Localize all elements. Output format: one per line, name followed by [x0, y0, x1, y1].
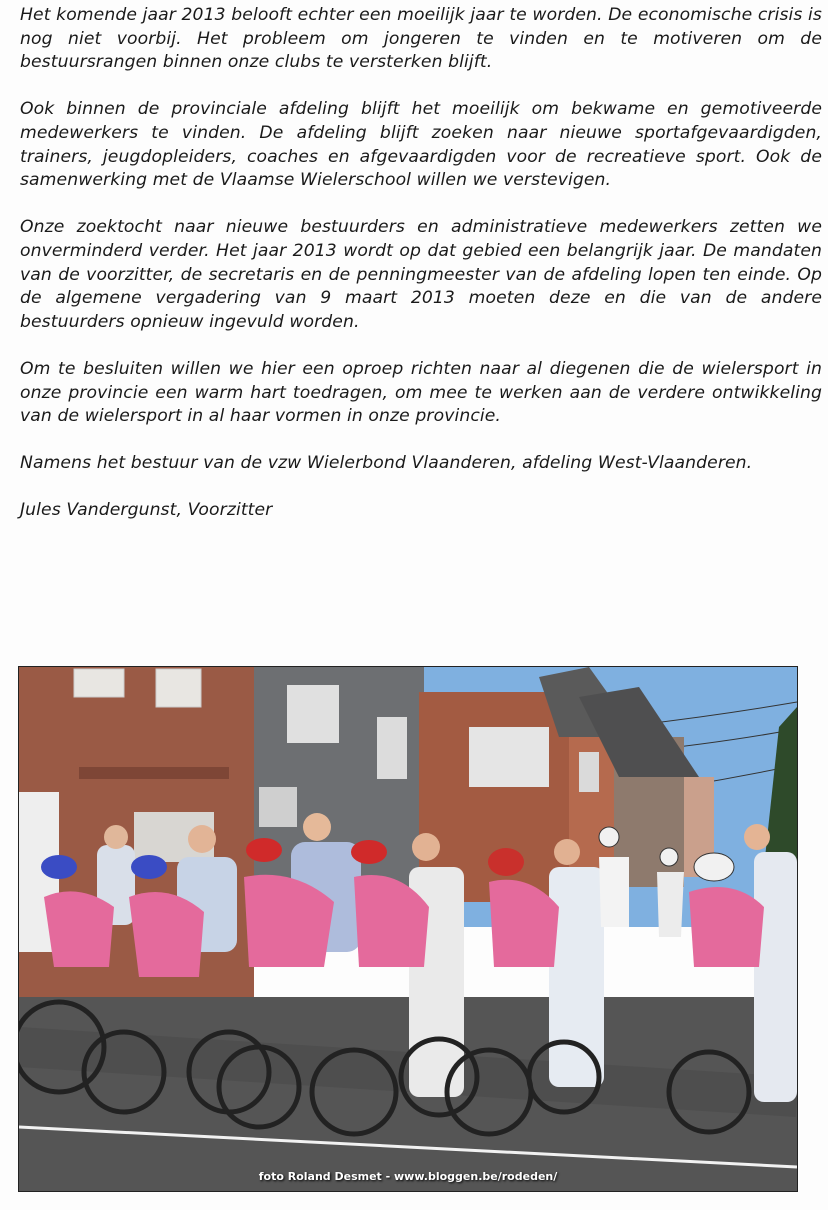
signature: Jules Vandergunst, Voorzitter	[20, 500, 273, 521]
paragraph-3: Onze zoektocht naar nieuwe bestuurders en administratieve medewerkers zetten we onverminderd verder. Het jaar 2013 wordt op dat gebied een belangrijk jaar. De mandaten van de voorzitter, de secretaris en de penningmeester van de afdeling lopen ten einde. Op de algemene vergadering van 9 maart 2013 moeten deze en die van de andere bestuurders opnieuw ingevuld worden.	[20, 217, 822, 332]
closing-line: Namens het bestuur van de vzw Wielerbond Vlaanderen, afdeling West-Vlaanderen.	[20, 453, 753, 474]
photo-illustration	[19, 667, 797, 1191]
paragraph-2: Ook binnen de provinciale afdeling blijft het moeilijk om bekwame en gemotiveerde medewerkers te vinden. De afdeling blijft zoeken naar nieuwe sportafgevaardigden, trainers, jeugdopleiders, coaches en afgevaardigden voor de recreatieve sport. Ook de samenwerking met de Vlaamse Wielerschool willen we verstevigen.	[20, 99, 822, 191]
article-text	[20, 4, 822, 547]
photo-caption: foto Roland Desmet - www.bloggen.be/rodeden/	[258, 1170, 558, 1183]
paragraph-1: Het komende jaar 2013 belooft echter een moeilijk jaar te worden. De economische crisis is nog niet voorbij. Het probleem om jongeren te vinden en te motiveren om de bestuursrangen binnen onze clubs te versterken blijft.	[20, 5, 822, 73]
cyclists-photo	[18, 666, 798, 1192]
paragraph-4: Om te besluiten willen we hier een oproep richten naar al diegenen die de wielersport in onze provincie een warm hart toedragen, om mee te werken aan de verdere ontwikkeling van de wielersport in al haar vormen in onze provincie.	[20, 358, 822, 427]
